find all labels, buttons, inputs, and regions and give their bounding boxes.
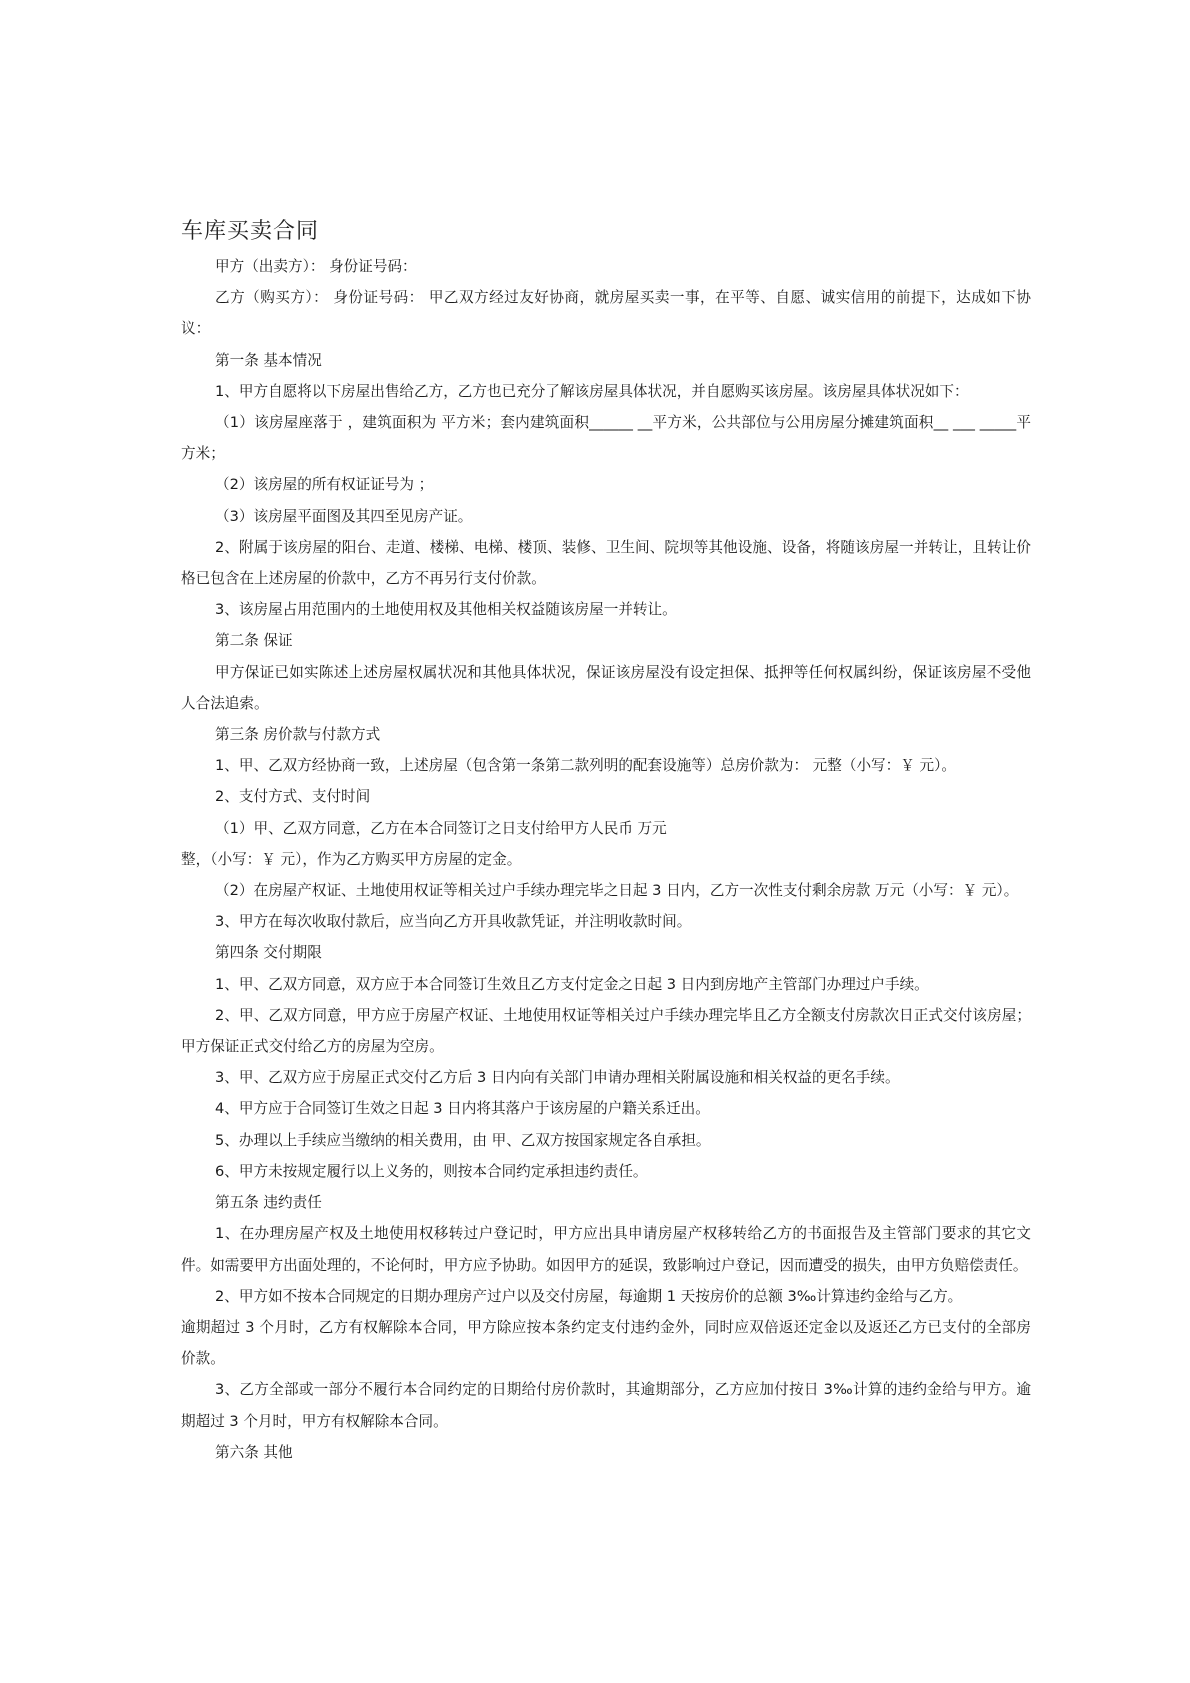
paragraph: 5、办理以上手续应当缴纳的相关费用，由 甲、乙双方按国家规定各自承担。 [215,1131,711,1149]
section-heading-3: 第三条 房价款与付款方式 [215,726,381,744]
paragraph: 1、甲、乙双方经协商一致，上述房屋（包含第一条第二款列明的配套设施等）总房价款为： 元整（小写：￥ 元）。 [215,757,956,775]
section-heading-4: 第四条 交付期限 [215,944,322,962]
document-body [181,251,1031,1468]
paragraph: （1）甲、乙双方同意，乙方在本合同签订之日支付给甲方人民币 万元 [215,819,667,837]
document-title: 车库买卖合同 [181,219,320,244]
paragraph: 1、甲方自愿将以下房屋出售给乙方，乙方也已充分了解该房屋具体状况，并自愿购买该房屋。该房屋具体状况如下： [215,382,969,400]
paragraph: （2）该房屋的所有权证证号为 ； [215,476,434,494]
paragraph-party-b: 乙方（购买方）： 身份证号码： 甲乙双方经过友好协商，就房屋买卖一事，在平等、自愿、诚实信用的前提下，达成如下协议： [181,289,1031,338]
paragraph: 2、甲、乙双方同意，甲方应于房屋产权证、土地使用权证等相关过户手续办理完毕且乙方全额支付房款次日正式交付该房屋；甲方保证正式交付给乙方的房屋为空房。 [181,1006,1031,1056]
paragraph: 3、甲、乙双方应于房屋正式交付乙方后 3 日内向有关部门申请办理相关附属设施和相关权益的更名手续。 [215,1069,900,1087]
paragraph: 2、甲方如不按本合同规定的日期办理房产过户以及交付房屋，每逾期 1 天按房价的总额 3‰计算违约金给与乙方。 [215,1287,963,1305]
paragraph-continuation: 整，（小写：￥ 元），作为乙方购买甲方房屋的定金。 [181,850,522,868]
paragraph: 3、甲方在每次收取付款后，应当向乙方开具收款凭证，并注明收款时间。 [215,913,692,931]
paragraph: 1、甲、乙双方同意，双方应于本合同签订生效且乙方支付定金之日起 3 日内到房地产主管部门办理过户手续。 [215,975,929,993]
section-heading-1: 第一条 基本情况 [215,351,322,369]
paragraph: 3、该房屋占用范围内的土地使用权及其他相关权益随该房屋一并转让。 [215,601,677,619]
paragraph: 2、支付方式、支付时间 [215,788,371,806]
paragraph: 6、甲方未按规定履行以上义务的，则按本合同约定承担违约责任。 [215,1162,648,1180]
paragraph: 2、附属于该房屋的阳台、走道、楼梯、电梯、楼顶、装修、卫生间、院坝等其他设施、设备，将随该房屋一并转让，且转让价格已包含在上述房屋的价款中，乙方不再另行支付价款。 [181,538,1031,588]
paragraph-continuation: 逾期超过 3 个月时，乙方有权解除本合同，甲方除应按本条约定支付违约金外，同时应双倍返还定金以及返还乙方已支付的全部房价款。 [181,1318,1031,1368]
paragraph: （3）该房屋平面图及其四至见房产证。 [215,507,473,525]
paragraph: （2）在房屋产权证、土地使用权证等相关过户手续办理完毕之日起 3 日内，乙方一次性支付剩余房款 万元（小写：￥ 元）。 [215,882,1019,900]
section-heading-2: 第二条 保证 [215,632,293,650]
paragraph: 甲方保证已如实陈述上述房屋权属状况和其他具体状况，保证该房屋没有设定担保、抵押等任何权属纠纷，保证该房屋不受他人合法追索。 [181,663,1031,712]
paragraph: 3、乙方全部或一部分不履行本合同约定的日期给付房价款时，其逾期部分，乙方应加付按日 3‰计算的违约金给与甲方。逾期超过 3 个月时，甲方有权解除本合同。 [181,1381,1031,1430]
paragraph-party-a: 甲方（出卖方）： 身份证号码： [215,258,417,275]
paragraph: （1）该房屋座落于 ，建筑面积为 平方米；套内建筑面积______ __平方米，公共部位与公用房屋分摊建筑面积__ ___ _____平方米； [181,414,1031,463]
section-heading-5: 第五条 违约责任 [215,1194,322,1212]
paragraph: 1、在办理房屋产权及土地使用权移转过户登记时，甲方应出具申请房屋产权移转给乙方的书面报告及主管部门要求的其它文件。如需要甲方出面处理的，不论何时，甲方应予协助。如因甲方的延误，致影响过户登记，因而遭受的损失，由甲方负赔偿责任。 [181,1225,1031,1274]
paragraph: 4、甲方应于合同签订生效之日起 3 日内将其落户于该房屋的户籍关系迁出。 [215,1100,710,1118]
section-heading-6: 第六条 其他 [215,1443,293,1461]
